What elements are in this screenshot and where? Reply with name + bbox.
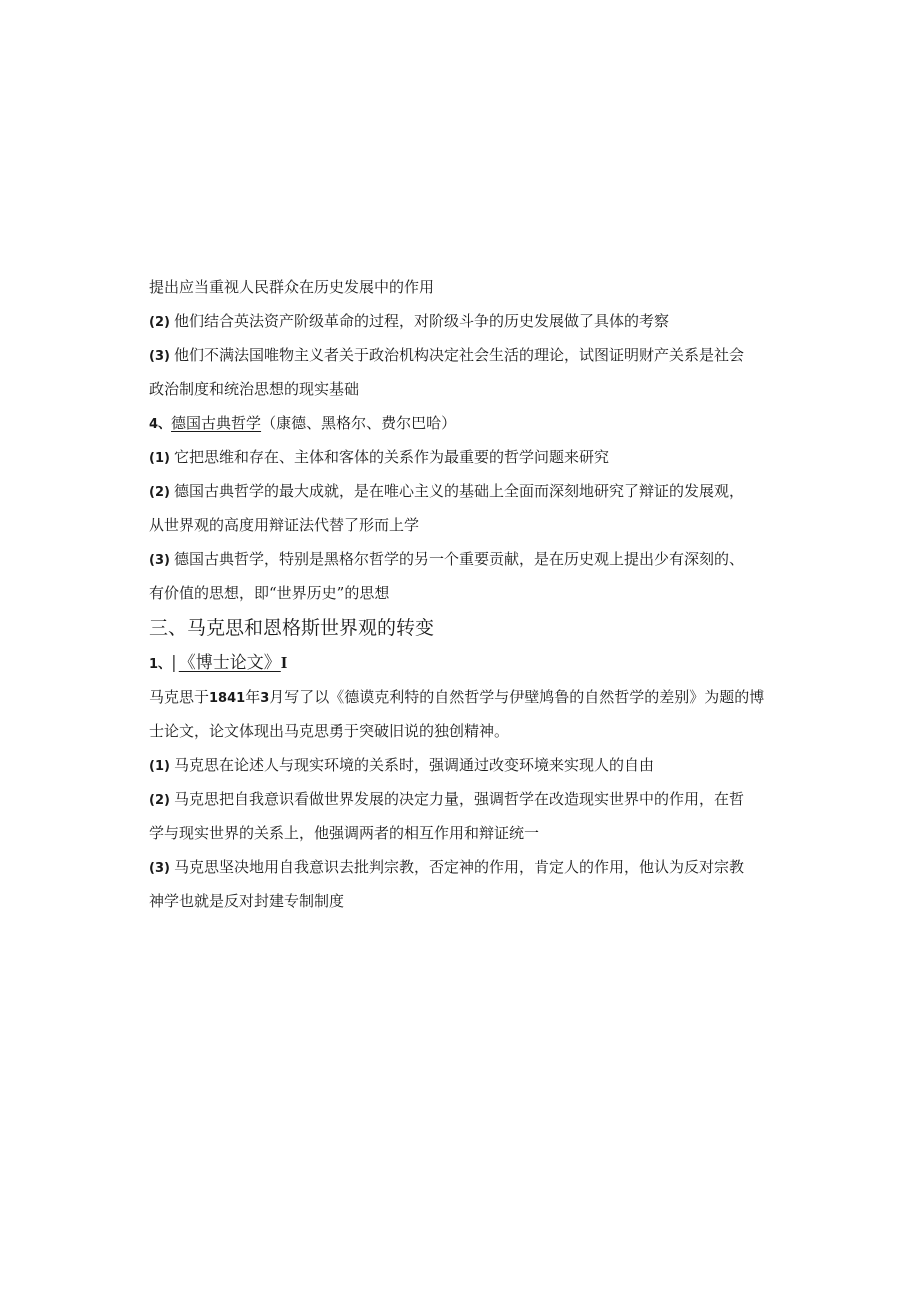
item-text: 有价值的思想，即“世界历史”的思想 (149, 584, 390, 602)
subheading (149, 646, 789, 680)
subheading (149, 406, 789, 440)
item-number: (3) (149, 349, 170, 364)
section-heading (149, 610, 789, 646)
heading-rest: （康德、黑格尔、费尔巴哈） (261, 414, 457, 432)
heading-link[interactable]: 德国古典哲学 (171, 414, 262, 432)
text: 月写了以《德谟克利特的自然哲学与伊壁鸠鲁的自然哲学的差别》为题的博 (269, 688, 765, 706)
item-text: 神学也就是反对封建专制制度 (149, 892, 345, 910)
heading-tail: I (280, 653, 288, 672)
list-item-continuation (149, 508, 789, 542)
paragraph-line (149, 680, 789, 714)
item-number: (2) (149, 485, 170, 500)
section-title: 三、马克思和恩格斯世界观的转变 (149, 617, 435, 639)
paragraph-line (149, 270, 789, 304)
list-item (149, 338, 789, 372)
item-text: 德国古典哲学，特别是黑格尔哲学的另一个重要贡献，是在历史观上提出少有深刻的、 (173, 550, 744, 568)
heading-number: 1、 (149, 657, 172, 672)
document-page (149, 270, 789, 918)
item-text: 它把思维和存在、主体和客体的关系作为最重要的哲学问题来研究 (173, 448, 609, 466)
item-number: (3) (149, 553, 170, 568)
cursor-bar: | (171, 653, 177, 673)
text: 年 (245, 688, 261, 706)
item-text: 从世界观的高度用辩证法代替了形而上学 (149, 516, 420, 534)
list-item-continuation (149, 816, 789, 850)
list-item-continuation (149, 884, 789, 918)
text: 马克思于 (149, 688, 210, 706)
item-text: 德国古典哲学的最大成就，是在唯心主义的基础上全面而深刻地研究了辩证的发展观， (173, 482, 744, 500)
item-text: 学与现实世界的关系上，他强调两者的相互作用和辩证统一 (149, 824, 540, 842)
list-item (149, 748, 789, 782)
month: 3 (260, 691, 270, 706)
text: 士论文，论文体现出马克思勇于突破旧说的独创精神。 (149, 722, 510, 740)
paragraph-line (149, 714, 789, 748)
item-text: 他们不满法国唯物主义者关于政治机构决定社会生活的理论，试图证明财产关系是社会 (173, 346, 744, 364)
list-item (149, 304, 789, 338)
item-text: 马克思把自我意识看做世界发展的决定力量，强调哲学在改造现实世界中的作用，在哲 (173, 790, 744, 808)
list-item (149, 440, 789, 474)
item-number: (2) (149, 315, 170, 330)
list-item-continuation (149, 576, 789, 610)
item-number: (2) (149, 793, 170, 808)
item-text: 他们结合英法资产阶级革命的过程，对阶级斗争的历史发展做了具体的考察 (173, 312, 669, 330)
item-number: (1) (149, 451, 170, 466)
heading-link[interactable]: 《博士论文》 (178, 653, 281, 673)
item-number: (3) (149, 861, 170, 876)
heading-number: 4、 (149, 417, 172, 432)
list-item-continuation (149, 372, 789, 406)
year: 1841 (209, 691, 246, 706)
list-item (149, 474, 789, 508)
item-number: (1) (149, 759, 170, 774)
list-item (149, 850, 789, 884)
item-text: 马克思在论述人与现实环境的关系时，强调通过改变环境来实现人的自由 (173, 756, 654, 774)
text: 提出应当重视人民群众在历史发展中的作用 (149, 278, 435, 296)
item-text: 政治制度和统治思想的现实基础 (149, 380, 360, 398)
list-item (149, 782, 789, 816)
list-item (149, 542, 789, 576)
item-text: 马克思坚决地用自我意识去批判宗教，否定神的作用，肯定人的作用，他认为反对宗教 (173, 858, 744, 876)
